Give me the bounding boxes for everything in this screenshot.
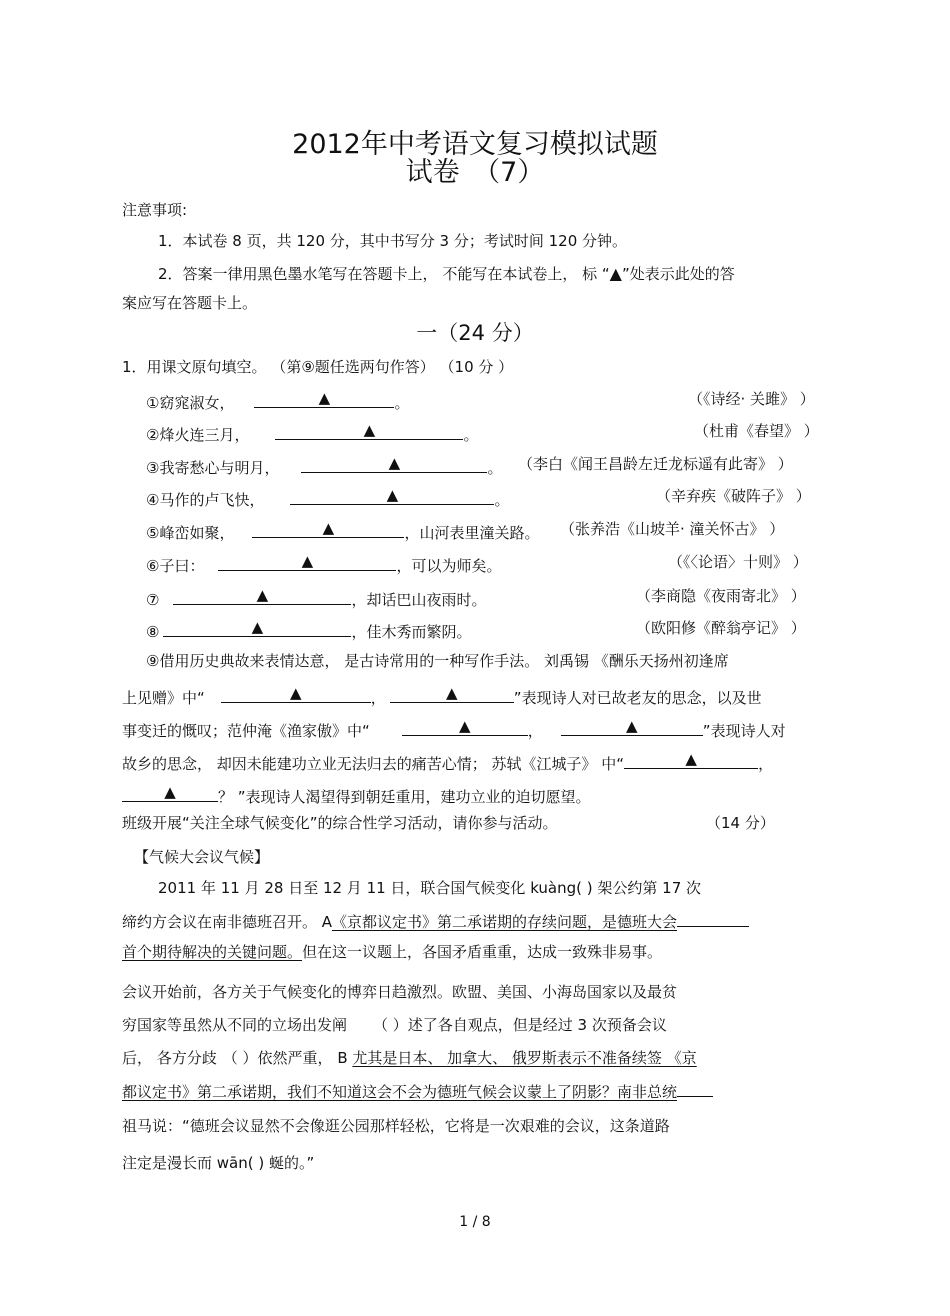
triangle-icon: ▲: [318, 389, 331, 407]
answer-blank: [561, 717, 703, 736]
answer-blank: [218, 552, 396, 571]
source-citation: （张养浩《山坡羊· 潼关怀古》 ）: [560, 520, 785, 538]
answer-blank: [275, 421, 463, 440]
passage-line: 后， 各方分歧 （ ）依然严重， B 尤其是日本、 加拿大、 俄罗斯表示不准备续签 《京: [122, 1049, 697, 1067]
passage-line: 穷国家等虽然从不同的立场出发阐 （ ）述了各自观点，但是经过 3 次预备会议: [122, 1016, 667, 1034]
answer-blank: [163, 618, 351, 637]
notice-label: 注意事项:: [122, 201, 188, 219]
answer-blank: [624, 750, 758, 769]
page-title: 2012年中考语文复习模拟试题: [292, 129, 658, 160]
page-number: 1 / 8: [459, 1214, 491, 1230]
source-citation: （李商隐《夜雨寄北》 ）: [636, 587, 806, 605]
underlined-sentence-b: 尤其是日本、 加拿大、 俄罗斯表示不准备续签 《京: [352, 1049, 697, 1067]
answer-blank: [402, 717, 528, 736]
underlined-sentence-a-cont: 首个期待解决的关键问题。: [122, 943, 303, 961]
answer-blank: [301, 454, 487, 473]
answer-blank: [173, 586, 351, 605]
underlined-sentence-a: 《京都议定书》第二承诺期的存续问题，是德班大会: [332, 913, 678, 931]
question-9-line-4: 故乡的思念， 却因未能建功立业无法归去的痛苦心情； 苏轼《江城子》 中“ ▲ ，: [122, 750, 774, 773]
passage-line: 首个期待解决的关键问题。但在这一议题上，各国矛盾重重，达成一致殊非易事。: [122, 943, 663, 961]
triangle-icon: ▲: [386, 486, 399, 504]
section-heading: 一（24 分）: [416, 321, 534, 345]
answer-blank: [252, 519, 404, 538]
list-item: ③我寄愁心与明月， ▲ 。: [146, 454, 503, 477]
notice-item-1: 1．本试卷 8 页，共 120 分，其中书写分 3 分；考试时间 120 分钟。: [158, 232, 628, 250]
triangle-icon: ▲: [322, 519, 335, 537]
source-citation: （辛弃疾《破阵子》 ）: [656, 487, 811, 505]
answer-blank: [254, 389, 394, 408]
answer-blank: [221, 684, 371, 703]
triangle-icon: ▲: [251, 618, 264, 636]
sub-heading: 【气候大会议气候】: [134, 848, 270, 866]
question-2-score: （14 分）: [706, 814, 775, 832]
source-citation: （李白《闻王昌龄左迁龙标遥有此寄》 ）: [518, 455, 793, 473]
question-9-line-1: ⑨借用历史典故来表情达意， 是古诗常用的一种写作手法。 刘禹锡 《酬乐天扬州初逢席: [146, 652, 729, 670]
source-citation: （《〈论语〉十则》 ）: [668, 553, 808, 571]
list-item: ④马作的卢飞快， ▲ 。: [146, 486, 510, 509]
answer-blank: [122, 783, 218, 802]
answer-blank: [290, 486, 494, 505]
triangle-icon: ▲: [256, 586, 269, 604]
passage-line: 祖马说：“德班会议显然不会像逛公园那样轻松，它将是一次艰难的会议，这条道路: [122, 1117, 670, 1135]
underlined-sentence-b-cont: 都议定书》第二承诺期，我们不知道这会不会为德班气候会议蒙上了阴影？南非总统: [122, 1083, 678, 1101]
list-item: ⑤峰峦如聚， ▲ ，山河表里潼关路。: [146, 519, 540, 542]
passage-line: [122, 1080, 713, 1102]
page-subtitle: 试卷 （7）: [405, 157, 545, 188]
triangle-icon: ▲: [164, 783, 176, 801]
triangle-icon: ▲: [388, 454, 401, 472]
triangle-icon: ▲: [609, 264, 622, 283]
triangle-icon: ▲: [685, 750, 697, 768]
source-citation: （杜甫《春望》 ）: [694, 422, 819, 440]
question-9-line-5: ▲ ？ ”表现诗人渴望得到朝廷重用，建功立业的迫切愿望。: [122, 783, 591, 807]
triangle-icon: ▲: [459, 717, 471, 735]
source-citation: （欧阳修《醉翁亭记》 ）: [636, 619, 806, 637]
list-item: ②烽火连三月， ▲ 。: [146, 421, 479, 444]
notice-item-2: 2．答案一律用黑色墨水笔写在答题卡上， 不能写在本试卷上， 标 “▲”处表示此处的答: [158, 264, 735, 283]
list-item: ⑥子曰： ▲ ，可以为师矣。: [146, 552, 502, 575]
triangle-icon: ▲: [363, 421, 376, 439]
question-2-heading: 班级开展“关注全球气候变化”的综合性学习活动，请你参与活动。: [122, 814, 558, 832]
question-1-heading: 1．用课文原句填空。 （第⑨题任选两句作答） （10 分 ）: [122, 358, 514, 376]
passage-line: 2011 年 11 月 28 日至 12 月 11 日，联合国气候变化 kuàng( ) 架公约第 17 次: [158, 879, 702, 897]
question-9-line-2: 上见赠》中“ ▲ ， ▲ ”表现诗人对已故老友的思念，以及世: [122, 684, 762, 707]
question-9-line-3: 事变迁的慨叹；范仲淹《渔家傲》中“ ▲ ， ▲ ”表现诗人对: [122, 717, 786, 740]
list-item: ⑦ ▲ ，却话巴山夜雨时。: [146, 586, 487, 609]
list-item: ①窈窕淑女， ▲ 。: [146, 389, 410, 412]
passage-line: 会议开始前，各方关于气候变化的博弈日趋激烈。欧盟、美国、小海岛国家以及最贫: [122, 983, 678, 1001]
triangle-icon: ▲: [446, 684, 458, 702]
answer-blank: [390, 684, 514, 703]
passage-line: 缔约方会议在南非德班召开。 A《京都议定书》第二承诺期的存续问题，是德班大会: [122, 910, 749, 932]
passage-line: 注定是漫长而 wān( ) 蜒的。”: [122, 1154, 315, 1172]
source-citation: （《诗经· 关雎》 ）: [688, 390, 815, 408]
list-item: ⑧ ▲ ，佳木秀而繁阴。: [146, 618, 472, 641]
notice-item-2-cont: 案应写在答题卡上。: [122, 294, 258, 312]
triangle-icon: ▲: [290, 684, 302, 702]
triangle-icon: ▲: [301, 552, 314, 570]
triangle-icon: ▲: [626, 717, 638, 735]
